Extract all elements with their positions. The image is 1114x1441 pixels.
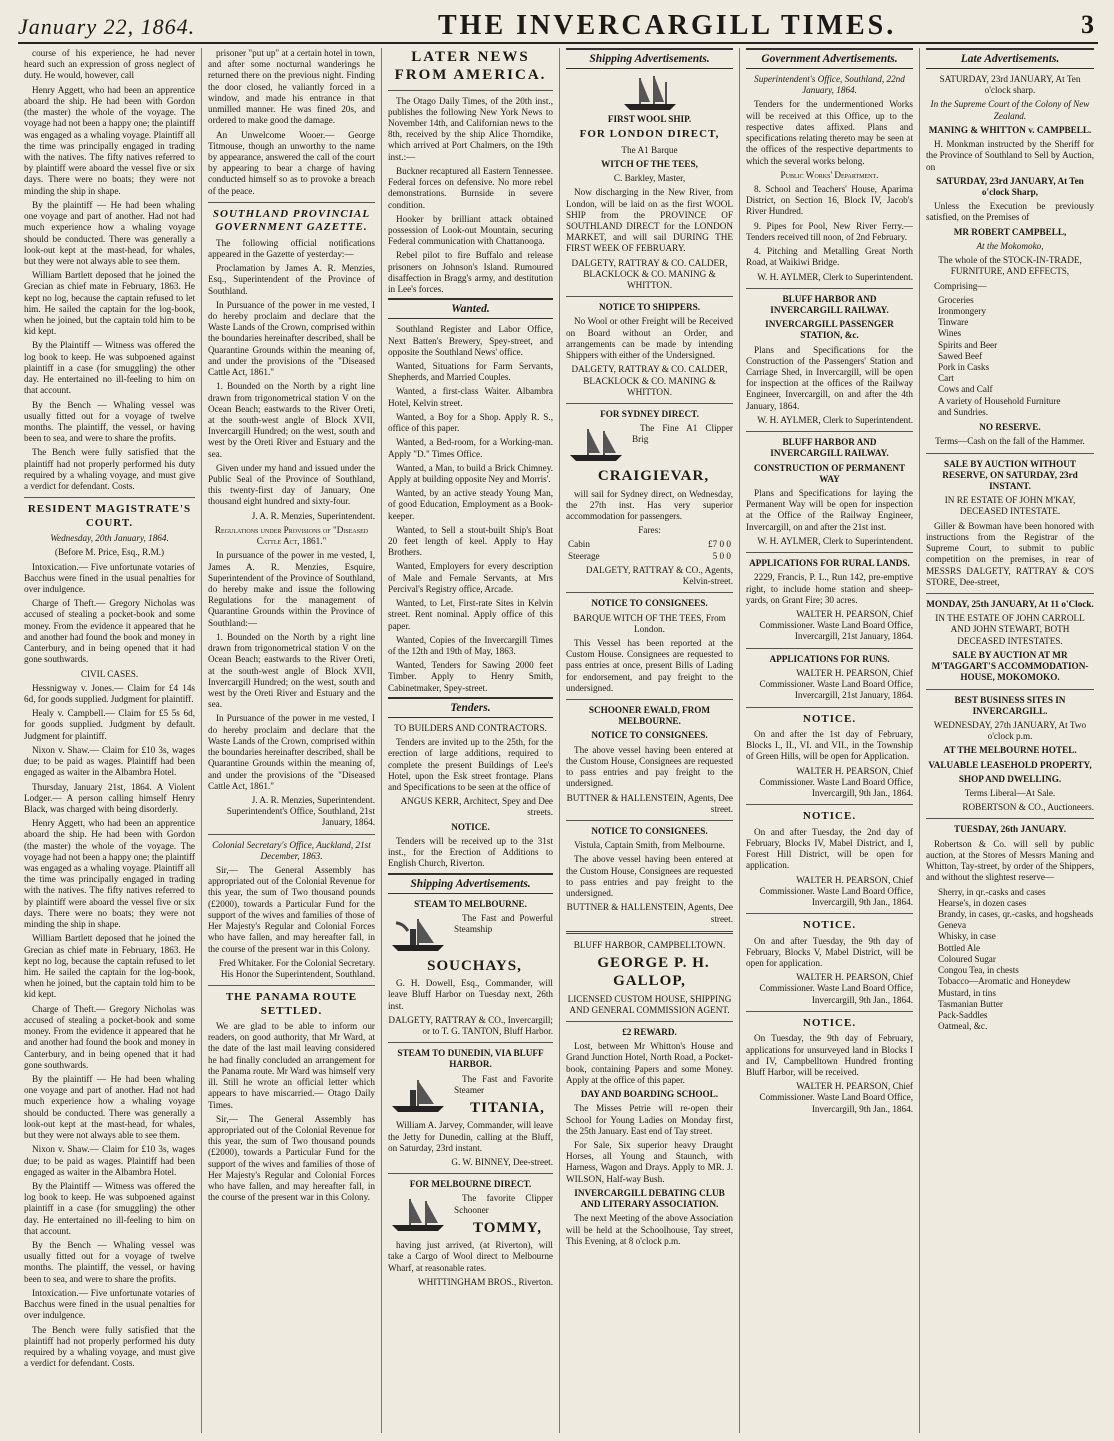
article-text: Lost, between Mr Whitton's House and Grand Junction Hotel, North Road, a Pocket-book, containing Papers and some Money. Apply at the office of this paper. [566, 1041, 733, 1085]
wanted-ad: Wanted, by an active steady Young Man, of good Education, Employment as a Book-keeper. [388, 488, 553, 521]
article-text: The A1 Barque [621, 144, 678, 155]
divider [566, 592, 733, 593]
sub-heading: STEAM TO MELBOURNE. [414, 898, 527, 909]
article-text: The next Meeting of the above Association will be held at the Schoolhouse, Tay street, This Evening, at 8 o'clock p.m. [566, 1213, 733, 1246]
ship-icon [388, 1076, 448, 1116]
auction-date: SATURDAY, 23rd JANUARY, At Ten o'clock Sharp, [936, 175, 1084, 197]
article-text: The Bench were fully satisfied that the plaintiff had not properly performed his duty required by a whaling voyage, and must give a verdict for defendant. Costs. [24, 447, 195, 492]
list-item: Sawed Beef [938, 350, 983, 361]
article-text: This Vessel has been reported at the Custom House. Consignees are requested to pass entries at once, present Bills of Lading for endorsement, and pay freight to the undersigned. [566, 637, 733, 693]
auction-date: WEDNESDAY, 27th JANUARY, At Two o'clock p.m. [933, 719, 1087, 742]
case-title: MANING & WHITTON v. CAMPBELL. [928, 124, 1092, 135]
sub-heading: IN THE ESTATE OF JOHN CARROLL AND JOHN STEWART, BOTH DECEASED INTESTATES. [935, 613, 1085, 646]
fare-amount: £7 0 0 [708, 539, 731, 550]
divider [746, 804, 913, 805]
signature: WALTER H. PEARSON, Chief Commissioner. Waste Land Board Office, Invercargill, 9th Jan., 1864. [759, 972, 913, 1005]
divider [208, 834, 375, 835]
divider [388, 90, 553, 91]
auction-date: SATURDAY, 23rd JANUARY, At Ten o'clock sharp. [939, 74, 1081, 96]
sub-heading: NOTICE. [451, 821, 490, 832]
wanted-ad: Wanted, a Bed-room, for a Working-man. Apply "D." Times Office. [388, 437, 553, 459]
article-text: The Otago Daily Times, of the 20th inst., publishes the following New York News to November 14th, and Californian news to the 8th, received by the ship Alice Thorndike, which arrived at Port Chalmers, on the 19th inst.:— [388, 95, 553, 162]
signature: W. H. AYLMER, Clerk to Superintendent. [757, 535, 913, 546]
wanted-ad: Wanted, to Let, First-rate Sites in Kelvin street. Rent nominal. Apply office of this paper. [388, 598, 553, 631]
article-text: course of his experience, he had never heard such an expression of gross neglect of duty. He would, however, call [24, 48, 195, 81]
fare-class: Steerage [568, 550, 600, 561]
fare-class: Cabin [568, 539, 590, 550]
article-text: Terms—Cash on the fall of the Hammer. [935, 436, 1085, 447]
article-text: The above vessel having been entered at the Custom House, Consignees are requested to pass entries and pay freight to the undersigned. [566, 744, 733, 789]
list-item: Coloured Sugar [938, 953, 996, 964]
sub-heading: VALUABLE LEASEHOLD PROPERTY, [928, 759, 1092, 770]
section-banner: Government Advertisements. [746, 48, 913, 69]
signature: WALTER H. PEARSON, Chief Commissioner. Waste Land Board Office, Invercargill, 21st January, 1864. [759, 608, 913, 642]
column-5 [740, 48, 920, 1433]
divider [926, 453, 1094, 454]
sub-heading: STEAM TO DUNEDIN, VIA BLUFF HARBOR. [397, 1048, 544, 1070]
sub-heading: Colonial Secretary's Office, Auckland, 21st December, 1863. [212, 839, 371, 861]
goods-list [938, 295, 1094, 418]
article-text: LICENSED CUSTOM HOUSE, SHIPPING AND GENERAL COMMISSION AGENT. [567, 993, 732, 1015]
sub-heading: NOTICE. [802, 919, 857, 932]
list-item: Oatmeal, &c. [938, 1021, 988, 1032]
auction-date: MONDAY, 25th JANUARY, At 11 o'Clock. [926, 598, 1094, 609]
article-text: The above vessel having been entered at the Custom House, Consignees are requested to pass entries and pay freight to the undersigned. [566, 854, 733, 899]
article-text: An Unwelcome Wooer.— George Titmouse, though an unworthy to the name by appearance, answered the call of the court by appearing to bear a charge of having conducted himself so as to provoke a breach of the peace. [208, 129, 375, 196]
wanted-ad: Wanted, Situations for Farm Servants, Shepherds, and Married Couples. [388, 360, 553, 383]
divider [746, 1011, 913, 1012]
section-banner: Wanted. [388, 298, 553, 319]
list-item: Whisky, in case [938, 931, 996, 942]
article-text: William Bartlett deposed that he joined the Grecian as chief mate in February, 1863. He kept no log, because the captain refused to let him. He sailed the captain for the log-book, when he joined, but the captain told him to be kid kept. [24, 270, 195, 337]
list-item: Tasmanian Butter [938, 998, 1003, 1009]
article-text: Nixon v. Shaw.— Claim for £10 3s, wages due; to be paid as wages. Plaintiff had been engaged as waiter in the Albambra Hotel. [24, 1144, 195, 1177]
article-text: C. Barkley, Master, [613, 173, 686, 184]
signature: J. A. R. Menzies, Superintendent. [251, 510, 375, 521]
list-item: Congou Tea, in chests [938, 965, 1019, 976]
article-text: On Tuesday, the 9th day of February, applications for unsurveyed land in Blocks I and IV, Campbelltown Hundred fronting Bluff Harbor, will be received. [746, 1033, 913, 1077]
article-text: The Bench were fully satisfied that the plaintiff had not properly performed his duty required by a whaling voyage, and must give a verdict for defendant. Costs. [24, 1324, 195, 1369]
section-heading: SOUTHLAND PROVINCIAL GOVERNMENT GAZETTE. [212, 207, 371, 234]
list-item: 9. Pipes for Pool, New River Ferry.— Tenders received till noon, of 2nd February. [746, 220, 913, 242]
article-text: The favorite Clipper Schooner [454, 1193, 553, 1215]
article-text: Plans and Specifications for the Construction of the Passengers' Station and Carriage Shed, in Invercargill, will be open for inspection at the offices of the Railway Engineer, Invercargill, on and after the 4th January, 1864. [746, 344, 913, 411]
article-text: On and after Tuesday, the 2nd day of February, Blocks IV, Mabel District, and I, Forest Hill District, will be open for application. [746, 826, 913, 871]
signature: ANGUS KERR, Architect, Spey and Dee streets. [400, 796, 553, 818]
signature: Fred Whitaker. For the Colonial Secretary. His Honor the Superintendent, Southland. [218, 957, 375, 979]
ship-name: TITANIA, [470, 1100, 545, 1117]
divider [746, 707, 913, 708]
list-item: Geneva [938, 920, 967, 931]
section-heading: RESIDENT MAGISTRATE'S COURT. [27, 503, 192, 529]
article-text: Thursday, January 21st, 1864. A Violent Lodger.— A person calling himself Henry Black, was charged with being disorderly. [24, 781, 195, 814]
divider [746, 288, 913, 289]
list-item: Cart [938, 373, 954, 384]
list-item: 8. School and Teachers' House, Aparima District, on Section 16, Block IV, Jacob's River Hundred. [746, 183, 913, 217]
sub-heading: FIRST WOOL SHIP. [607, 114, 692, 125]
section-heading: THE PANAMA ROUTE SETTLED. [225, 991, 358, 1017]
article-text: By the Plaintiff — Witness was offered the log book to keep. He was subpoened against plaintiff in a case (for smuggling) the other day. He entertained no ill-feeling to him on that account. [24, 1180, 195, 1236]
ship-name: SOUCHAYS, [427, 957, 522, 974]
signature: WHITTINGHAM BROS., Riverton. [418, 1276, 553, 1287]
sub-heading: SHOP AND DWELLING. [958, 773, 1062, 784]
list-item: Mustard, in tins [938, 987, 996, 998]
article-text: Henry Aggett, who had been an apprentice aboard the ship. He had been with Gordon (the master) the whole of the voyage. The voyage had not been a happy one; the plaintiff was engaged as a whaling voyage. Plaintiff all the time was principally engaged in trading with the natives. The fifty natives referred to by plaintiff were aboard the vessel five or six days. There were no boats; they were not minding the ship in shape. [24, 818, 195, 930]
article-text: 1. Bounded on the North by a right line drawn from trigonometrical station V on the Ocean Beach; eastwards to the River Oreti, at the south-west angle of Block XVII, Invercargill Hundred; on the west, south and west by the Oreti River and Estuary and the sea. [208, 381, 375, 459]
article-text: Charge of Theft.— Gregory Nicholas was accused of stealing a pocket-book and some money. From the evidence it appeared that he and another had found the book and money in Canterbury, and in being opened that it had gone southwards. [24, 598, 195, 665]
article-text: The Fine A1 Clipper Brig [632, 423, 733, 445]
article-text: Buckner recaptured all Eastern Tennessee. Federal forces on defensive. No more rebel demonstrations. Burnside in severe condition. [388, 165, 553, 210]
article-text: Terms Liberal—At Sale. [964, 788, 1056, 799]
sub-heading: INVERCARGILL DEBATING CLUB AND LITERARY ASSOCIATION. [574, 1187, 725, 1210]
article-text: In Pursuance of the power in me vested, I do hereby proclaim and declare that the Waste Lands of the Crown, comprised within the boundaries hereinafter described, shall be Quarantine Grounds within the meaning of, and under the provisions of the "Diseased Cattle Act, 1861." [208, 713, 375, 791]
signature: WALTER H. PEARSON, Chief Commissioner. Waste Land Board Office, Invercargill, 9th Jan., 1864. [759, 874, 913, 907]
sub-heading: NOTICE TO CONSIGNEES. [591, 826, 708, 836]
article-text: Intoxication.— Five unfortunate votaries of Bacchus were fined in the usual penalties for over indulgence. [24, 561, 195, 594]
signature: BUTTNER & HALLENSTEIN, Agents, Dee street. [566, 792, 733, 814]
sub-heading: NOTICE TO SHIPPERS. [598, 302, 700, 313]
article-text: The whole of the STOCK-IN-TRADE, FURNITURE, AND EFFECTS, [938, 255, 1082, 277]
section-banner: Late Advertisements. [926, 48, 1094, 69]
article-text: No Wool or other Freight will be Received on Board without an Order, and arrangements can be made by intending Shippers with either of the Undersigned. [566, 316, 733, 361]
sub-heading: NOTICE. [802, 1016, 857, 1029]
article-text: For Sale, Six superior heavy Draught Horses, all Young and Staunch, with Harness, Wagon and Drays. Apply to MR. J. WILSON, Half-way Bush. [566, 1139, 733, 1184]
list-item: Cows and Calf [938, 384, 993, 395]
signature: W. H. AYLMER, Clerk to Superintendent. [757, 414, 913, 425]
article-text: Proclamation by James A. R. Menzies, Esq., Superintendent of the Province of Southland. [208, 263, 375, 296]
section-heading: LATER NEWS FROM AMERICA. [394, 49, 547, 84]
sub-heading: Regulations under Provisions of "Diseased Cattle Act, 1861." [214, 524, 369, 547]
article-text: Southland Register and Labor Office, Next Batten's Brewery, Spey-street, and opposite the Southland News' office. [388, 324, 553, 357]
article-text: On and after Tuesday, the 9th day of February, Blocks V, Mabel District, will be open for application. [746, 935, 913, 969]
auction-date: TUESDAY, 26th JANUARY. [954, 824, 1066, 835]
list-item: Wines [938, 328, 962, 339]
divider [746, 552, 913, 553]
sub-heading: MR ROBERT CAMPBELL, [953, 226, 1067, 237]
article-text: At the Mokomoko, [976, 240, 1044, 251]
wanted-list [388, 361, 553, 694]
list-item: A variety of Household Furniture [938, 395, 1061, 406]
wanted-ad: Wanted, Employers for every description of Male and Female Servants, at Mrs Percival's Registry office, Arcade. [388, 561, 553, 594]
divider [566, 403, 733, 404]
divider [388, 1173, 553, 1174]
agent-name: GEORGE P. H. GALLOP, [597, 954, 710, 990]
ship-name: TOMMY, [473, 1219, 542, 1236]
section-banner: Tenders. [388, 697, 553, 718]
article-text: The Misses Petrie will re-open their School for Young Ladies on Monday first, the 25th January. East end of Tay street. [566, 1103, 733, 1136]
signature: W. H. AYLMER, Clerk to Superintendent. [757, 271, 913, 282]
article-text: William Bartlett deposed that he joined the Grecian as chief mate in February, 1863. He kept no log, because the captain refused to let him. He sailed the captain for the log-book, when he joined, but the captain told him to be kid kept. [24, 933, 195, 1000]
article-text: Tenders will be received up to the 31st inst., for the Erection of Additions to English Church, Riverton. [388, 835, 553, 869]
signature: WALTER H. PEARSON, Chief Commissioner. Waste Land Board Office, Invercargill, 21st January, 1864. [759, 667, 913, 701]
article-text: prisoner "put up" at a certain hotel in town, and after some nocturnal wanderings he returned there on the previous night. Finding the door closed, he valiantly forced in a window, and made his entrance in that unmilled manner. He was fined 20s, and ordered to make good the damage. [208, 48, 375, 126]
wanted-ad: Wanted, a first-class Waiter. Albambra Hotel, Kelvin street. [388, 386, 553, 408]
sub-heading: INVERCARGILL PASSENGER STATION, &c. [765, 319, 894, 341]
sub-heading: Fares: [638, 525, 661, 536]
issue-date: January 22, 1864. [18, 14, 196, 39]
sub-heading: TO BUILDERS AND CONTRACTORS. [394, 722, 547, 733]
list-item: Sherry, in qr.-casks and cases [938, 886, 1046, 897]
divider [566, 1021, 733, 1022]
court-date: Wednesday, 20th January, 1864. [50, 533, 169, 544]
list-item: Hearse's, in dozen cases [938, 897, 1027, 908]
signature: DALGETY, RATTRAY & CO., Invercargill; or to T. G. TANTON, Bluff Harbor. [388, 1014, 553, 1036]
wanted-ad: Wanted, to Sell a stout-built Ship's Boat 20 feet length of keel. Apply to Hay Brothers. [388, 524, 553, 558]
divider [566, 296, 733, 297]
sub-heading: FOR MELBOURNE DIRECT. [409, 1179, 532, 1190]
article-text: Given under my hand and issued under the Public Seal of the Province of Southland, this twenty-first day of January, One thousand eight hundred and sixty-four. [208, 462, 375, 507]
ship-name: CRAIGIEVAR, [597, 468, 710, 485]
sub-heading: BEST BUSINESS SITES IN INVERCARGILL. [954, 694, 1066, 716]
sub-heading: BLUFF HARBOR AND INVERCARGILL RAILWAY. [770, 293, 889, 315]
article-text: We are glad to be able to inform our readers, on good authority, that Mr Ward, at the date of the last mail leaving considered he had finally concluded an arrangement for the Panama route. Mr Ward was himself very ill. Still he wrote an official letter which appears to have miscarried.— Otago Daily Times. [208, 1021, 375, 1110]
sub-heading: DAY AND BOARDING SCHOOL. [580, 1089, 719, 1100]
sub-heading: APPLICATIONS FOR RURAL LANDS. [749, 558, 910, 569]
article-text: Tenders are invited up to the 25th, for the erection of large additions, required to complete the present Buildings of Lee's Hotel, upon the Esk street frontage. Plans and Specifications to be seen at the office of [388, 737, 553, 792]
ship-icon [388, 1195, 448, 1235]
article-text: In Pursuance of the power in me vested, I do hereby proclaim and declare that the Waste Lands of the Crown, comprised within the boundaries hereinafter described, shall be Quarantine Grounds within the meaning of, and under the provisions of the "Diseased Cattle Act, 1861." [208, 299, 375, 378]
article-text: Charge of Theft.— Gregory Nicholas was accused of stealing a pocket-book and some money. From the evidence it appeared that he and another had found the book and money in Canterbury, and in being opened that it had gone southwards. [24, 1003, 195, 1070]
sub-heading: BARQUE WITCH OF THE TEES, From London. [573, 612, 726, 634]
article-text: By the plaintiff — He had been whaling one voyage and part of another. Had not had much experience how a whaling voyage should be conducted. There was generally a look-out kept at the mast-head, for whales, but they were not always able to see them. [24, 199, 195, 266]
sub-heading: APPLICATIONS FOR RUNS. [769, 653, 890, 664]
divider [24, 497, 195, 498]
divider [566, 931, 733, 934]
ship-icon [388, 915, 448, 955]
list-item: 4. Pitching and Metalling Great North Road, at Waikiwi Bridge. [746, 246, 913, 268]
sub-heading: BLUFF HARBOR, CAMPBELLTOWN. [573, 939, 726, 950]
article-text: having just arrived, (at Riverton), will take a Cargo of Wool direct to Melbourne Wharf, at reasonable rates. [388, 1240, 553, 1273]
columns [18, 48, 1100, 1433]
article-text: Robertson & Co. will sell by public auction, at the Stores of Messrs Maning and Whitton, Tay-street, by order of the Shippers, and without the slightest reserve— [926, 838, 1094, 883]
sub-heading: CIVIL CASES. [80, 668, 139, 679]
article-text: In the Supreme Court of the Colony of New Zealand. [930, 99, 1090, 121]
list-item: Pack-Saddles [938, 1009, 988, 1020]
table-row [566, 539, 733, 550]
masthead [18, 8, 1098, 44]
sub-heading: IN RE ESTATE OF JOHN M'KAY, DECEASED INTESTATE. [944, 495, 1076, 517]
signature: DALGETY, RATTRAY & CO. CALDER, BLACKLOCK & CO. MANING & WHITTON. [571, 364, 728, 397]
article-text: By the plaintiff — He had been whaling one voyage and part of another. Had not had much experience how a whaling voyage should be conducted. There was generally a look-out kept at the mast-head, for whales, but they were not always able to see them. [24, 1073, 195, 1141]
divider [926, 689, 1094, 690]
fares-table [566, 539, 733, 561]
signature: DALGETY, RATTRAY & CO. CALDER, BLACKLOCK & CO. MANING & WHITTON. [571, 257, 728, 291]
list-item: Spirits and Beer [938, 339, 998, 350]
list-item: Tobacco—Aromatic and Honeydew [938, 976, 1071, 987]
list-item: Tinware [938, 317, 969, 328]
wanted-ad: Wanted, a Boy for a Shop. Apply R. S., office of this paper. [388, 411, 553, 434]
sub-heading: FOR LONDON DIRECT, [579, 128, 720, 141]
ship-icon [566, 425, 626, 465]
sub-heading: AT THE MELBOURNE HOTEL. [943, 745, 1077, 756]
section-banner: Shipping Advertisements. [388, 873, 553, 894]
sub-heading: BLUFF HARBOR AND INVERCARGILL RAILWAY. [770, 437, 889, 459]
divider [746, 648, 913, 649]
article-text: Now discharging in the New River, from London, will be laid on as the first WOOL SHIP from the PROVINCE OF SOUTHLAND DIRECT for the LONDON MARKET, and will sail DURING THE FIRST WEEK OF FEBRUARY. [566, 187, 733, 254]
article-text: Healy v. Campbell.— Claim for £5 5s 6d, for goods supplied. Judgment by default. Judgment for plaintiff. [24, 708, 195, 741]
ship-name: WITCH OF THE TEES, [601, 158, 698, 169]
sub-heading: NOTICE TO CONSIGNEES. [591, 598, 708, 609]
signature: DALGETY, RATTRAY & CO., Agents, Kelvin-street. [585, 564, 733, 587]
page-number: 3 [1081, 10, 1094, 39]
divider [388, 1042, 553, 1043]
article-text: Superintendent's Office, Southland, 22nd January, 1864. [754, 74, 905, 96]
column-3 [382, 48, 560, 1433]
signature: G. W. BINNEY, Dee-street. [451, 1156, 553, 1167]
divider [566, 699, 733, 700]
signature: J. A. R. Menzies, Superintendent. Superintendent's Office, Southland, 21st January, 1864. [226, 794, 375, 828]
article-text: 1. Bounded on the North by a right line drawn from trigonometrical station V on the Ocean Beach; eastwards to the River Oreti, at the south-west angle of Block XVII, Invercargill Hundred; on the west, south and west by the Oreti River and Estuary and the sea. [208, 631, 375, 710]
article-text: Rebel pilot to fire Buffalo and release prisoners on Johnson's Island. Rumoured disaffection in Bragg's army, and destitution in Lee's forces. [388, 250, 553, 295]
newspaper-title: THE INVERCARGILL TIMES. [438, 10, 897, 41]
article-text: will sail for Sydney direct, on Wednesday, the 27th inst. Has very superior accommodation for passengers. [566, 488, 733, 521]
article-text: By the Bench — Whaling vessel was usually fitted out for a voyage of twelve months. The plaintiff, the vessel, or having been to sea, and were to share the profits. [24, 399, 195, 444]
sub-heading: SALE BY AUCTION AT MR M'TAGGART'S ACCOMMODATION-HOUSE, MOKOMOKO. [931, 649, 1089, 683]
article-text: H. Monkman instructed by the Sheriff for the Province of Southland to Sell by Auction, on [926, 139, 1094, 172]
divider [208, 202, 375, 203]
article-text: Intoxication.— Five unfortunate votaries of Bacchus were fined in the usual penalties for over indulgence. [24, 1287, 195, 1321]
column-1 [18, 48, 202, 1433]
article-text: The Fast and Powerful Steamship [454, 912, 553, 934]
sub-heading: Public Works' Department. [780, 169, 879, 180]
divider [208, 985, 375, 986]
article-text: The following official notifications appeared in the Gazette of yesterday:— [208, 237, 375, 259]
article-text: 2229, Francis, P. L., Run 142, pre-emptive right, to include home station and sheep-yards, on Grant Fire; 30 acres. [746, 572, 913, 605]
ship-icon [620, 74, 680, 114]
sub-heading: SALE BY AUCTION WITHOUT RESERVE, ON SATURDAY, 23rd INSTANT. [942, 458, 1078, 492]
list-item: Groceries [938, 294, 974, 305]
signature: WALTER H. PEARSON, Chief Commissioner. Waste Land Board Office, Invercargill, 9th Jan., 1864. [759, 765, 913, 799]
article-text: Tenders for the undermentioned Works will be received at this Office, up to the respective dates affixed. Plans and specifications relating thereto may be seen at the offices of the respective departments to which the several works belong. [746, 99, 913, 166]
stock-list [938, 887, 1094, 1033]
list-item: and Sundries. [938, 406, 989, 417]
sub-heading: NOTICE. [802, 712, 857, 725]
list-item: Bottled Ale [938, 942, 981, 953]
sub-heading: NO RESERVE. [979, 422, 1041, 433]
divider [746, 431, 913, 432]
article-text: By the Plaintiff — Witness was offered the log book to keep. He was subpoened against plaintiff in a case (for smuggling) the other day. He entertained no ill-feeling to him on that account. [24, 340, 195, 396]
table-row [566, 551, 733, 562]
wanted-ad: Wanted, Tenders for Sawing 2000 feet Timber. Apply to Henry Smith, Cabinetmaker, Spey-street. [388, 660, 553, 693]
article-text: In pursuance of the power in me vested, I, James A. R. Menzies, Esquire, Superintendent of the Province of Southland, do hereby make and issue the following Regulations for the management of Quarantine Grounds within the Province of Southland:— [208, 550, 375, 628]
column-6 [920, 48, 1100, 1433]
signature: WALTER H. PEARSON, Chief Commissioner. Waste Land Board Office, Invercargill, 9th Jan., 1864. [759, 1081, 913, 1114]
signature: BUTTNER & HALLENSTEIN, Agents, Dee street. [566, 902, 733, 924]
sub-heading: NOTICE TO CONSIGNEES. [591, 730, 708, 741]
article-text: The Fast and Favorite Steamer [454, 1073, 553, 1095]
sub-heading: Vistula, Captain Smith, from Melbourne. [574, 840, 725, 851]
divider [926, 818, 1094, 819]
sub-heading: SCHOONER EWALD, FROM MELBOURNE. [588, 705, 711, 727]
article-text: Sir,— The General Assembly has appropriated out of the Colonial Revenue for this year, the sum of Two thousand pounds (£2000), towards a Particular Fund for the support of the wives and families of those of Her Majesty's Regular and Colonial Forces who have fallen, and may hereafter fall, in the course of the present war in this Colony. [208, 1113, 375, 1203]
section-banner: Shipping Advertisements. [566, 48, 733, 69]
sub-heading: CONSTRUCTION OF PERMANENT WAY [753, 462, 906, 484]
article-text: Henry Aggett, who had been an apprentice aboard the ship. He had been with Gordon (the master) the whole of the voyage. The voyage had not been a happy one; the plaintiff was engaged as a whaling voyage. Plaintiff all the time was principally engaged in trading with the natives. The fifty natives referred to by plaintiff were aboard the vessel five or six days. There were no boats; they were not minding the ship in shape. [24, 84, 195, 196]
court-before: (Before M. Price, Esq., R.M.) [54, 547, 165, 558]
divider [746, 913, 913, 914]
article-text: Comprising— [934, 280, 987, 291]
article-text: By the Bench — Whaling vessel was usually fitted out for a voyage of twelve months. The plaintiff, the vessel, or having been to sea, and were to share the profits. [24, 1240, 195, 1284]
article-text: Hooker by brilliant attack obtained possession of Look-out Mountain, securing Federal communication with Chattanooga. [388, 213, 553, 247]
column-4 [560, 48, 740, 1433]
list-item: Brandy, in cases, qr.-casks, and hogsheads [938, 909, 1094, 920]
article-text: Plans and Specifications for laying the Permanent Way will be open for inspection at the Office of the Railway Engineer, Invercargill, on and after the 21st inst. [746, 488, 913, 532]
divider [566, 820, 733, 821]
article-text: Sir,— The General Assembly has appropriated out of the Colonial Revenue for this year, the sum of Two thousand pounds (£2000), towards a Particular Fund for the support of the wives and families of those of Her Majesty's Regular and Colonial Forces who have fallen, and may hereafter fall, in the course of the present war in this Colony. [208, 865, 375, 954]
wanted-ad: Wanted, a Man, to build a Brick Chimney. Apply at building opposite Ney and Morris'. [388, 462, 553, 484]
list-item: Ironmongery [938, 305, 986, 316]
sub-heading: £2 REWARD. [622, 1027, 677, 1037]
article-text: Unless the Execution be previously satisfied, on the Premises of [926, 201, 1094, 223]
column-2 [202, 48, 382, 1433]
article-text: William A. Jarvey, Commander, will leave the Jetty for Dunedin, calling at the Bluff, on Saturday, 23rd instant. [388, 1120, 553, 1153]
article-text: On and after the 1st day of February, Blocks I., II., VI. and VII., in the Township of Green Hills, will be open for Application. [746, 728, 913, 762]
divider [926, 593, 1094, 594]
sub-heading: NOTICE. [802, 810, 857, 823]
wanted-ad: Wanted, Copies of the Invercargill Times of the 12th and 19th of May, 1863. [388, 634, 553, 657]
article-text: G. H. Dowell, Esq., Commander, will leave Bluff Harbor on Tuesday next, 26th inst. [388, 978, 553, 1011]
article-text: Nixon v. Shaw.— Claim for £10 3s, wages due; to be paid as wages. Plaintiff had been engaged as waiter in the Albambra Hotel. [24, 744, 195, 778]
signature: ROBERTSON & CO., Auctioneers. [962, 802, 1094, 813]
list-item: Pork in Casks [938, 362, 990, 373]
article-text: Giller & Bowman have been honored with instructions from the Registrar of the Supreme Court, to submit to public competition on the premises, in rear of MESSRS DALGETY, RATTRAY & CO'S STORE, Dee-street, [926, 520, 1094, 587]
sub-heading: FOR SYDNEY DIRECT. [600, 409, 699, 420]
article-text: Hessnigway v. Jones.— Claim for £4 14s 6d, for goods supplied. Judgment for plaintiff. [24, 682, 195, 704]
fare-amount: 5 0 0 [712, 550, 731, 561]
